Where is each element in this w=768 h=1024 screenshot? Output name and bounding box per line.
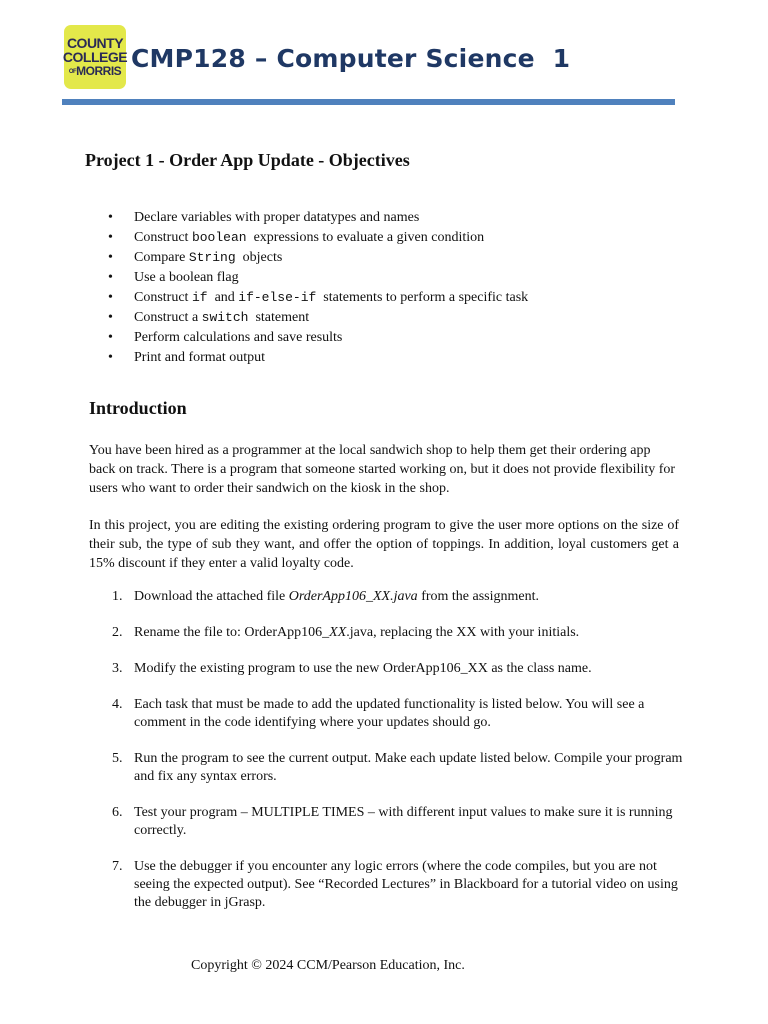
step-item: 7. Use the debugger if you encounter any logic errors (where the code compiles, but you are not seeing the expected output). See “Recorded Lectures” in Blackboard for a tutorial video on using the debugger in jGrasp. xyxy=(112,859,678,910)
objective-item: • Use a boolean flag xyxy=(108,270,239,285)
code-string: String xyxy=(188,250,236,265)
step-item: 3. Modify the existing program to use the new OrderApp106_XX as the class name. xyxy=(112,661,592,676)
objective-item: • Compare String objects xyxy=(108,250,283,265)
objective-item: • Construct boolean expressions to evaluate a given condition xyxy=(108,230,485,245)
filename-emphasis: OrderApp106_XX.java xyxy=(288,589,418,604)
code-if: if xyxy=(191,290,208,305)
logo-line-county: COUNTY xyxy=(66,34,124,51)
objective-item: • Perform calculations and save results xyxy=(108,330,343,345)
college-logo xyxy=(64,25,126,89)
copyright-footer: Copyright © 2024 CCM/Pearson Education, Inc. xyxy=(191,958,465,973)
introduction-heading: Introduction xyxy=(89,398,187,418)
objective-item: • Print and format output xyxy=(108,350,266,365)
course-title: CMP128 – Computer Science 1 xyxy=(131,44,571,73)
objective-item: • Declare variables with proper datatypes and names xyxy=(108,210,420,225)
step-item: 6. Test your program – MULTIPLE TIMES – with different input values to make sure it is running correctly. xyxy=(112,805,673,838)
header-divider xyxy=(62,99,675,105)
code-boolean: boolean xyxy=(191,230,247,245)
step-item: 5. Run the program to see the current output. Make each update listed below. Compile your program and fix any syntax errors. xyxy=(112,751,683,784)
initials-emphasis: XX xyxy=(329,625,347,640)
steps-list xyxy=(108,588,694,930)
intro-paragraph-2: In this project, you are editing the existing ordering program to give the user more options on the size of their sub, the type of sub they want, and offer the option of toppings. In addition, loyal customers get a 15% discount if they enter a valid loyalty code. xyxy=(89,518,679,571)
objectives-list xyxy=(108,208,528,368)
step-item: 1. Download the attached file OrderApp106_XX.java from the assignment. xyxy=(112,589,539,604)
project-title: Project 1 - Order App Update - Objectives xyxy=(85,150,410,170)
objective-item: • Construct if and if-else-if statements to perform a specific task xyxy=(108,290,529,305)
step-item: 2. Rename the file to: OrderApp106_XX.java, replacing the XX with your initials. xyxy=(112,625,580,640)
logo-line-morris: OFMORRIS xyxy=(68,63,122,78)
code-if-else-if: if-else-if xyxy=(238,290,317,305)
logo-line-college: COLLEGE xyxy=(62,48,128,65)
intro-paragraph-1: You have been hired as a programmer at the local sandwich shop to help them get their ordering app back on track. There is a program that someone started working on, but it does not provide flexibility for users who want to order their sandwich on the kiosk in the shop. xyxy=(89,443,676,496)
code-switch: switch xyxy=(201,310,249,325)
objective-item: • Construct a switch statement xyxy=(108,310,310,325)
step-item: 4. Each task that must be made to add the updated functionality is listed below. You will see a comment in the code identifying where your updates should go. xyxy=(112,697,645,730)
